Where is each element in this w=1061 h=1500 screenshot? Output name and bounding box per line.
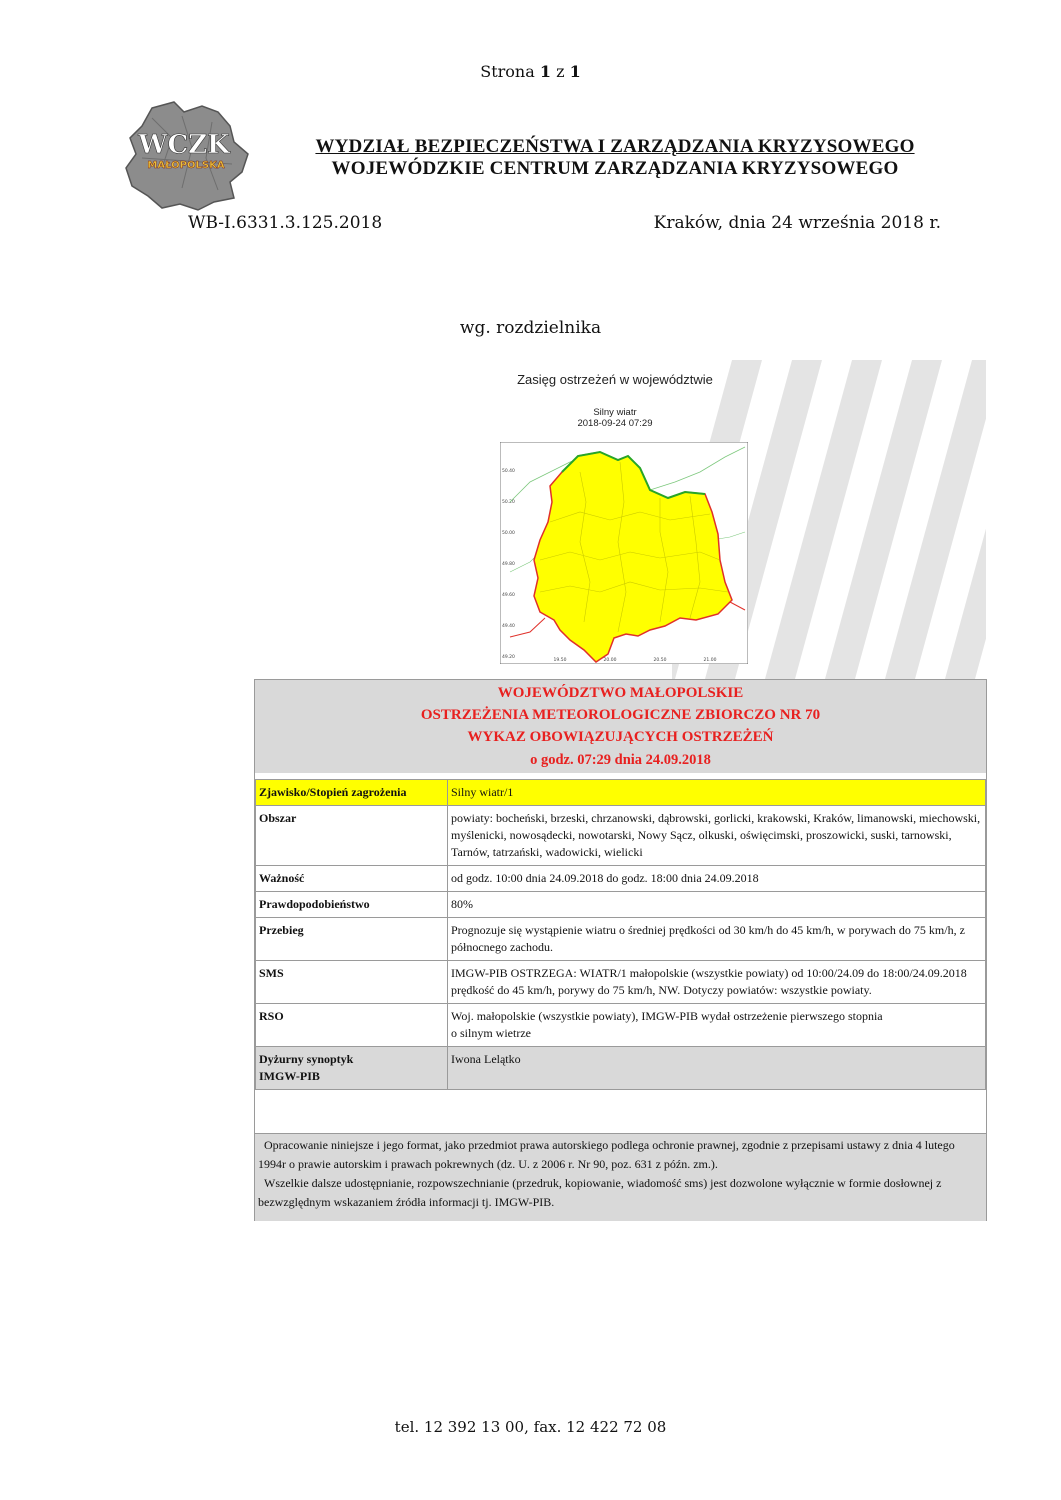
row-value: Iwona Lelątko [448,1047,986,1090]
distribution-line: wg. rozdzielnika [459,318,602,338]
warning-map-figure [480,362,750,674]
copyright-note [255,1133,986,1221]
department-name: WYDZIAŁ BEZPIECZEŃSTWA I ZARZĄDZANIA KRYZYSOWEGO [315,136,915,157]
rso-line-2: o silnym wietrze [451,1026,531,1040]
table-row [256,780,986,806]
x-tick-label: 19.50 [553,658,567,663]
map-title: Zasięg ostrzeżeń w województwie [517,372,713,387]
table-row [256,1004,986,1047]
wczk-logo [122,98,252,213]
y-tick-label: 49.20 [502,655,515,660]
row-label: Ważność [256,866,448,892]
synoptic-label-1: Dyżurny synoptyk [259,1052,354,1066]
row-value: powiaty: bocheński, brzeski, chrzanowski, dąbrowski, gorlicki, krakowski, Kraków, limanowski, miechowski, myślenicki, nowosądecki, nowotarski, Nowy Sącz, olkuski, oświęcimski, proszowicki, suski, tarnowski, Tarnów, tatrzański, wadowicki, wielicki [448,806,986,866]
copyright-paragraph-1 [255,1134,986,1174]
page-sep: z [556,62,565,81]
x-tick-label: 20.50 [653,658,667,663]
row-value: IMGW-PIB OSTRZEGA: WIATR/1 małopolskie (wszystkie powiaty) od 10:00/24.09 do 18:00/24.09.2018 prędkość do 45 km/h, porywy do 75 km/h, NW. Dotyczy powiatów: wszystkie powiaty. [448,961,986,1004]
warning-list-title: WYKAZ OBOWIĄZUJĄCYCH OSTRZEŻEŃ [467,729,774,745]
warning-table [255,779,986,1090]
row-value: od godz. 10:00 dnia 24.09.2018 do godz. 18:00 dnia 24.09.2018 [448,866,986,892]
row-label: Zjawisko/Stopień zagrożenia [256,780,448,806]
warning-summary [254,679,987,1221]
row-label: SMS [256,961,448,1004]
svg-text:MAŁOPOLSKA: MAŁOPOLSKA [147,160,225,171]
svg-text:WCZK: WCZK [138,130,230,160]
y-tick-label: 50.00 [502,531,515,536]
y-tick-label: 50.40 [502,469,515,474]
region-map [500,442,748,664]
y-tick-label: 49.40 [502,624,515,629]
rso-line-1: Woj. małopolskie (wszystkie powiaty), IMGW-PIB wydał ostrzeżenie pierwszego stopnia [451,1009,883,1023]
row-label: RSO [256,1004,448,1047]
warning-region: WOJEWÓDZTWO MAŁOPOLSKIE [497,685,744,701]
y-tick-label: 49.60 [502,593,515,598]
copyright-text-1: Opracowanie niniejsze i jego format, jako przedmiot prawa autorskiego podlega ochronie prawnej, zgodnie z przepisami ustawy z dnia 4 lutego 1994r o prawie autorskim i prawach pokrewnych (dz. U. z 2006 r. Nr 90, poz. 631 z późn. zm.). [258,1138,955,1171]
row-label: Przebieg [256,918,448,961]
table-row [256,866,986,892]
row-label [256,1047,448,1090]
row-value: Prognozuje się wystąpienie wiatru o średniej prędkości od 30 km/h do 45 km/h, w porywach do 75 km/h, z północnego zachodu. [448,918,986,961]
page-label: Strona [480,62,535,81]
row-value: Silny wiatr/1 [448,780,986,806]
copyright-paragraph-2 [255,1174,986,1212]
row-label: Obszar [256,806,448,866]
table-row [256,806,986,866]
table-row [256,892,986,918]
copyright-text-2: Wszelkie dalsze udostępnianie, rozpowszechnianie (przedruk, kopiowanie, wiadomość sms) jest dozwolone wyłącznie w formie dosłownej z bezwzględnym wskazaniem źródła informacji tj. IMGW-PIB. [258,1176,942,1209]
warning-issue-time: o godz. 07:29 dnia 24.09.2018 [530,752,711,768]
y-tick-label: 50.20 [502,500,515,505]
row-value [448,1004,986,1047]
table-row [256,918,986,961]
malopolska-region-logo-icon [122,98,252,213]
row-label: Prawdopodobieństwo [256,892,448,918]
footer-contact: tel. 12 392 13 00, fax. 12 422 72 08 [394,1418,667,1436]
table-row [256,961,986,1004]
page-number [0,62,1061,81]
x-tick-label: 21.00 [703,658,717,663]
place-date: Kraków, dnia 24 września 2018 r. [653,213,941,233]
page-current: 1 [539,62,551,81]
document-reference: WB-I.6331.3.125.2018 [188,213,383,233]
map-subtitle: Silny wiatr [593,407,637,418]
x-tick-label: 20.00 [603,658,617,663]
warning-header [255,680,986,773]
table-row [256,1047,986,1090]
center-name: WOJEWÓDZKIE CENTRUM ZARZĄDZANIA KRYZYSOWEGO [331,158,899,179]
y-tick-label: 49.80 [502,562,515,567]
row-value: 80% [448,892,986,918]
warning-bulletin-number: OSTRZEŻENIA METEOROLOGICZNE ZBIORCZO NR 70 [420,707,821,723]
map-datetime: 2018-09-24 07:29 [577,418,653,429]
synoptic-label-2: IMGW-PIB [259,1069,320,1083]
page-total: 1 [569,62,581,81]
